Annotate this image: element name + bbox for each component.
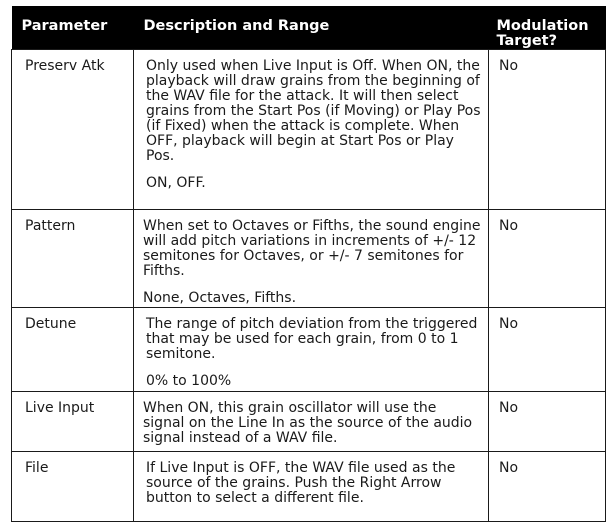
row-range: ON, OFF. (146, 175, 206, 191)
row-description-cell (134, 50, 489, 210)
header-modulation-line1: Modulation (496, 18, 589, 34)
table-body (12, 50, 606, 522)
row-modulation: No (489, 308, 606, 392)
row-modulation: No (489, 50, 606, 210)
row-modulation: No (489, 452, 606, 522)
row-description: When ON, this grain oscillator will use the signal on the Line In as the source of the audio signal instead of a WAV file. (143, 400, 473, 446)
row-parameter: File (12, 452, 134, 522)
row-description-cell (134, 308, 489, 392)
row-parameter: Pattern (12, 210, 134, 308)
table-row (12, 452, 606, 522)
row-range: 0% to 100% (146, 373, 232, 389)
row-description: If Live Input is OFF, the WAV file used as the source of the grains. Push the Right Arrow button to select a different file. (146, 460, 456, 506)
row-description: When set to Octaves or Fifths, the sound engine will add pitch variations in increments of +/- 12 semitones for Octaves, or +/- 7 semitones for Fifths. (143, 218, 481, 279)
table-row (12, 392, 606, 452)
table-row (12, 210, 606, 308)
header-modulation-line2: Target? (496, 33, 558, 49)
row-description: The range of pitch deviation from the triggered that may be used for each grain, from 0 to 1 semitone. (146, 316, 478, 362)
row-description-cell (134, 392, 489, 452)
table-header (12, 6, 606, 50)
table-row (12, 50, 606, 210)
row-parameter: Preserv Atk (12, 50, 134, 210)
row-description: Only used when Live Input is Off. When ON, the playback will draw grains from the beginning of the WAV file for the attack. It will then select grains from the Start Pos (if Moving) or Play Pos (if Fixed) when the attack is complete. When OFF, playback will begin at Start Pos or Play Pos. (146, 58, 481, 164)
parameter-table (11, 6, 606, 522)
row-parameter: Detune (12, 308, 134, 392)
header-modulation (489, 6, 606, 50)
row-range: None, Octaves, Fifths. (143, 290, 297, 306)
header-row (12, 6, 606, 50)
header-parameter: Parameter (12, 6, 134, 50)
row-description-cell (134, 210, 489, 308)
parameter-table-container (11, 6, 605, 522)
row-description-cell (134, 452, 489, 522)
row-modulation: No (489, 210, 606, 308)
row-parameter: Live Input (12, 392, 134, 452)
table-row (12, 308, 606, 392)
header-description: Description and Range (134, 6, 489, 50)
row-modulation: No (489, 392, 606, 452)
